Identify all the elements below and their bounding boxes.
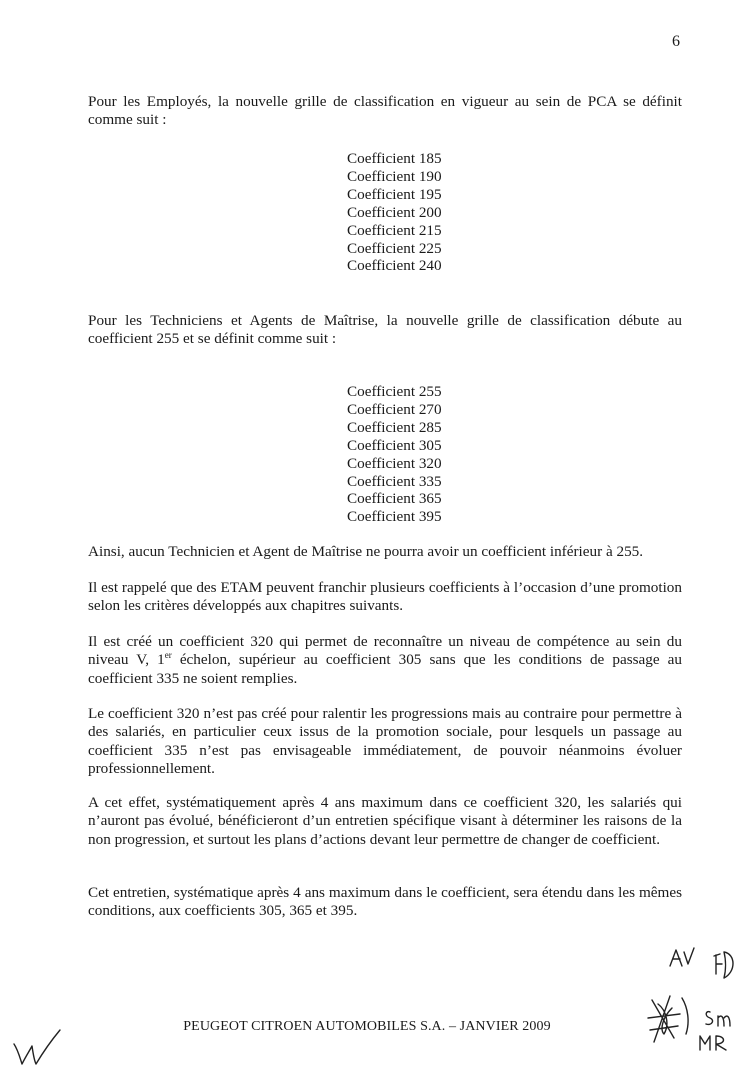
coefficient-item: Coefficient 305	[347, 436, 442, 454]
handwritten-mark-left	[0, 1020, 70, 1070]
coefficient-item: Coefficient 240	[347, 257, 442, 275]
paragraph-tam-intro: Pour les Techniciens et Agents de Maîtrise, la nouvelle grille de classification débute au coefficient 255 et se définit comme suit :	[88, 312, 682, 348]
paragraph-coefficient-320	[88, 633, 682, 688]
paragraph-text: échelon, supérieur au coefficient 305 sans que les conditions de passage au coefficient 335 ne soient remplies.	[88, 651, 682, 687]
coefficient-item: Coefficient 335	[347, 472, 442, 490]
page-number: 6	[672, 33, 680, 50]
paragraph-minimum-coefficient: Ainsi, aucun Technicien et Agent de Maîtrise ne pourra avoir un coefficient inférieur à 255.	[88, 543, 644, 560]
paragraph-coefficient-320-purpose: Le coefficient 320 n’est pas créé pour ralentir les progressions mais au contraire pour permettre à des salariés, en particulier ceux issus de la promotion sociale, pour lesquels un passage au coefficient 335 n’est pas envisageable immédiatement, de pouvoir néanmoins évoluer professionnellement.	[88, 705, 682, 778]
coefficient-item: Coefficient 185	[347, 150, 442, 167]
coefficient-item: Coefficient 190	[347, 167, 442, 185]
superscript-er: er	[164, 650, 172, 661]
paragraph-etam-promotion: Il est rappelé que des ETAM peuvent franchir plusieurs coefficients à l’occasion d’une promotion selon les critères développés aux chapitres suivants.	[88, 579, 682, 615]
paragraph-entretien-extension: Cet entretien, systématique après 4 ans maximum dans le coefficient, sera étendu dans les mêmes conditions, aux coefficients 305, 365 et 395.	[88, 884, 682, 920]
handwritten-initials-signature	[640, 938, 750, 1068]
paragraph-employes-intro: Pour les Employés, la nouvelle grille de classification en vigueur au sein de PCA se définit comme suit :	[88, 93, 682, 129]
paragraph-text: Il est créé un coefficient 320 qui permet de reconnaître un niveau de compétence au sein du niveau V, 1	[88, 633, 682, 669]
footer-text: PEUGEOT CITROEN AUTOMOBILES S.A. – JANVIER 2009	[183, 1019, 551, 1034]
coefficient-item: Coefficient 270	[347, 400, 442, 418]
coefficient-item: Coefficient 395	[347, 508, 442, 526]
coefficient-item: Coefficient 285	[347, 418, 442, 436]
coefficient-item: Coefficient 195	[347, 185, 442, 203]
paragraph-entretien-320: A cet effet, systématiquement après 4 ans maximum dans ce coefficient 320, les salariés qui n’auront pas évolué, bénéficieront d’un entretien spécifique visant à déterminer les raisons de la non progression, et surtout les plans d’actions devant leur permettre de changer de coefficient.	[88, 794, 682, 848]
coefficient-item: Coefficient 225	[347, 239, 442, 257]
coefficient-item: Coefficient 255	[347, 383, 442, 400]
page-footer	[0, 1019, 750, 1035]
coefficient-item: Coefficient 215	[347, 221, 442, 239]
coefficient-item: Coefficient 365	[347, 490, 442, 508]
tam-coefficient-list	[347, 383, 442, 526]
employes-coefficient-list	[347, 150, 442, 275]
coefficient-item: Coefficient 200	[347, 203, 442, 221]
coefficient-item: Coefficient 320	[347, 454, 442, 472]
